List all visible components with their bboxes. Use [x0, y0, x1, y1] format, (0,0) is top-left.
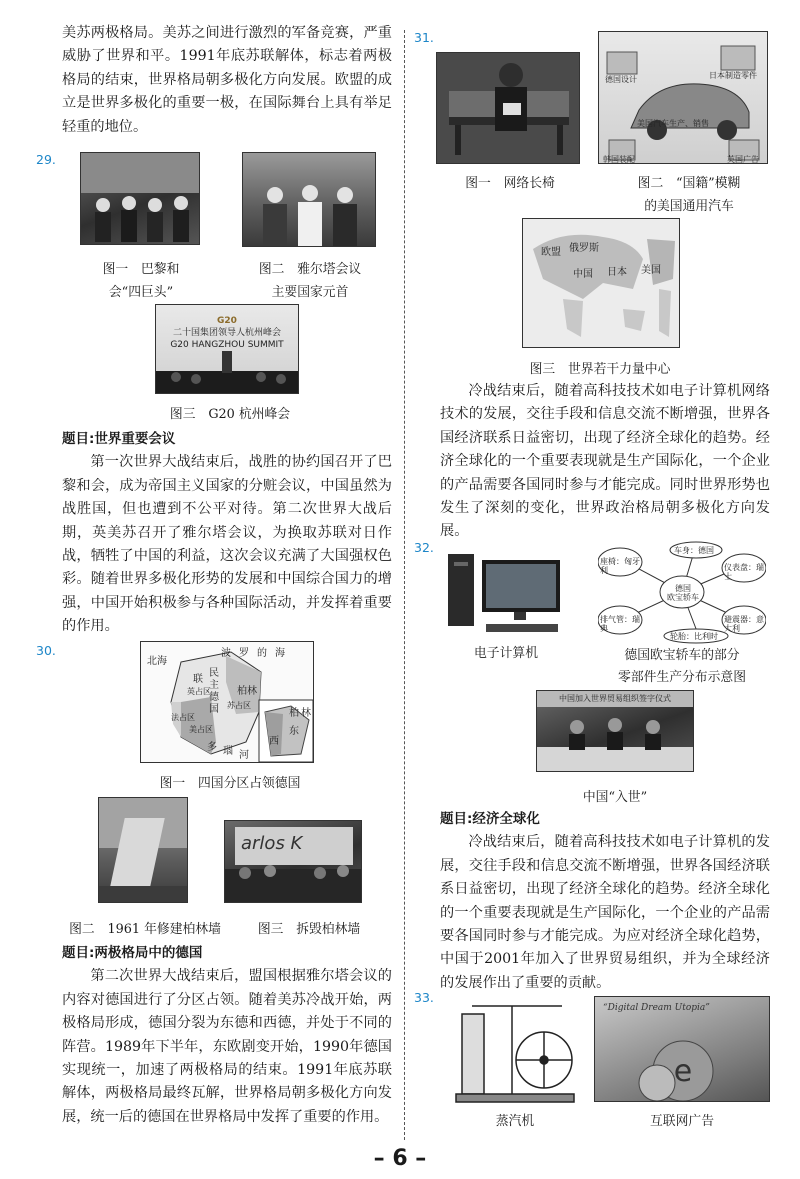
fig-g20-caption: 图三 G20 杭州峰会	[169, 407, 291, 422]
column-divider	[404, 30, 405, 1140]
fig-computer-caption: 电子计算机	[474, 646, 538, 661]
map-label-japan: 日本	[607, 267, 627, 278]
world-power-centers-map	[522, 218, 680, 348]
internet-bench-photo	[436, 52, 580, 164]
berlin-wall-demolition-photo	[224, 820, 362, 903]
paris-peace-conference-photo	[80, 152, 200, 245]
q32-text: 冷战结束后，随着高科技技术如电子计算机的发展，交往手段和信息交流不断增强，世界各国经济联系日益密切，出现了经济全球化的趋势。经济全球化的一个重要表现就是生产国际化，一个企业的产品需要各国同时参与才能完成。为应对经济全球化趋势，中国于2001年加入了世界贸易组织，并为全球经济的发展作出了重要的贡献。	[440, 834, 770, 991]
g20-logo: G20	[217, 316, 237, 326]
fig-yalta-caption-line1: 图二 雅尔塔会议	[258, 262, 362, 277]
fig-germany-map-caption: 图一 四国分区占领德国	[159, 776, 301, 791]
cartoon-label-germany-design: 德国设计	[605, 75, 637, 84]
q29-topic: 题目:世界重要会议	[62, 431, 176, 447]
map-label-eu: 欧盟	[541, 247, 561, 258]
q30-text: 第二次世界大战结束后，盟国根据雅尔塔会议的内容对德国进行了分区占领。随着美苏冷战开始，两极格局形成，德国分裂为东德和西德，并处于不同的阵营。1989年下半年，东欧剧变开始，1990年德国实现统一，加速了两极格局的结束。1991年底苏联解体，两极格局最终瓦解，世界格局朝多极化方向发展，统一后的德国在世界格局中发挥了重要的作用。	[62, 968, 392, 1125]
map-label-lian: 联	[193, 674, 203, 685]
q31-answer-block	[440, 380, 770, 544]
fig-berlin-wall-fall-caption: 图三 拆毁柏林墙	[257, 922, 361, 937]
map-label-french-zone: 法占区	[171, 713, 195, 722]
fig-opel-caption-line2: 零部件生产分布示意图	[618, 670, 746, 685]
fig-opel-caption-line1: 德国欧宝轿车的部分	[624, 648, 740, 663]
map-label-de: 的	[257, 648, 267, 659]
map-label-dong: 东	[289, 726, 299, 737]
q32-topic: 题目:经济全球化	[440, 811, 540, 827]
cartoon-label-korea-assembly: 韩国装配	[603, 155, 635, 164]
wto-banner: 中国加入世界贸易组织签字仪式	[537, 691, 693, 707]
gm-nationality-cartoon	[598, 31, 768, 164]
yalta-conference-photo	[242, 152, 376, 247]
cartoon-label-japan-parts: 日本制造零件	[709, 71, 757, 80]
map-label-british-zone: 英占区	[187, 687, 211, 696]
cartoon-label-uk-advertising: 英国广告	[727, 155, 759, 164]
left-column	[62, 22, 392, 139]
map-label-duo: 多	[207, 742, 217, 753]
diagram-node-body: 车身：德国	[674, 546, 714, 555]
fig-internet-ad-caption: 互联网广告	[650, 1114, 714, 1129]
map-label-usa: 美国	[641, 265, 661, 276]
diagram-node-seat: 座椅：匈牙利	[600, 557, 640, 575]
map-label-russia: 俄罗斯	[569, 243, 599, 254]
map-label-guo: 国	[209, 704, 219, 715]
cartoon-label-us-production: 美国汽车生产、销售	[637, 119, 709, 128]
fig-wto-caption: 中国“入世”	[582, 790, 648, 805]
g20-banner-chinese: 二十国集团领导人杭州峰会	[172, 328, 281, 338]
q29-text: 第一次世界大战结束后，战胜的协约国召开了巴黎和会，成为帝国主义国家的分赃会议，中国虽然为战胜国，但也遭到不公平对待。第二次世界大战后期，英美苏召开了雅尔塔会议，为换取苏联对日作战，牺牲了中国的利益，这次会议充满了大国强权色彩。随着世界多极化形势的发展和中国综合国力的增强，中国开始积极参与各种国际活动，并发挥着重要的作用。	[62, 454, 392, 635]
question-number-31: 31.	[414, 30, 434, 45]
q29-answer-block	[62, 426, 392, 639]
map-label-he: 河	[239, 750, 249, 761]
map-label-nao: 瑙	[223, 746, 233, 757]
map-label-min: 民	[209, 668, 219, 679]
fig-paris-caption-line1: 图一 巴黎和	[102, 262, 180, 277]
map-label-de2: 德	[209, 692, 219, 703]
g20-summit-photo	[155, 304, 299, 394]
diagram-node-exhaust: 排气管：瑞典	[600, 615, 640, 633]
map-label-xi: 西	[269, 736, 279, 747]
map-label-bai: 柏	[289, 708, 299, 719]
question-number-29: 29.	[36, 152, 56, 167]
map-label-soviet-zone: 苏占区	[227, 701, 251, 710]
diagram-center-opel: 德国 欧宝轿车	[667, 584, 699, 602]
fig-gm-caption-line2: 的美国通用汽车	[644, 199, 734, 214]
opel-parts-diagram	[598, 540, 766, 644]
fig-gm-caption-line1: 图二 “国籍”模糊	[637, 176, 741, 191]
q30-answer-block	[62, 940, 392, 1129]
diagram-node-tire: 轮胎：比利时	[670, 632, 718, 641]
g20-banner-english: G20 HANGZHOU SUMMIT	[170, 340, 284, 350]
page-number: – 6 –	[373, 1146, 427, 1171]
wall-graffiti-text: arlos K	[241, 833, 303, 854]
map-label-berlin: 柏林	[237, 686, 257, 697]
map-label-zhu: 主	[209, 680, 219, 691]
ad-tagline: “Digital Dream Utopia”	[603, 1003, 710, 1013]
q31-text: 冷战结束后，随着高科技技术如电子计算机网络技术的发展，交往手段和信息交流不断增强，世界各国经济联系日益密切，出现了经济全球化的趋势。经济全球化的一个重要表现就是生产国际化，一个企业的产品需要各国同时参与才能完成。同时世界形势也发生了深刻的变化，世界政治格局朝多极化方向发展。	[440, 383, 770, 540]
fig-yalta-caption-line2: 主要国家元首	[271, 285, 349, 300]
map-label-bo: 波	[221, 648, 231, 659]
steam-engine-illustration	[452, 994, 578, 1104]
fig-berlin-wall-build-caption: 图二 1961 年修建柏林墙	[69, 922, 221, 937]
map-label-hai: 海	[275, 648, 285, 659]
map-label-us-zone: 美占区	[189, 725, 213, 734]
berlin-wall-construction-photo	[98, 797, 188, 903]
map-label-china: 中国	[573, 269, 593, 280]
computer-photo	[446, 552, 566, 638]
map-label-luo: 罗	[239, 648, 249, 659]
question-number-33: 33.	[414, 990, 434, 1005]
china-wto-signing-photo	[536, 690, 694, 772]
internet-advertisement-image	[594, 996, 770, 1102]
fig-steam-engine-caption: 蒸汽机	[495, 1114, 535, 1129]
q30-topic: 题目:两极格局中的德国	[62, 945, 203, 961]
question-number-32: 32.	[414, 540, 434, 555]
intro-paragraph: 美苏两极格局。美苏之间进行激烈的军备竞赛，严重威胁了世界和平。1991年底苏联解体，标志着两极格局的结束，世界格局朝多极化方向发展。欧盟的成立是世界多极化的重要一极，在国际舞台上具有举足轻重的地位。	[62, 25, 392, 135]
fig-paris-caption-line2: 会“四巨头”	[108, 285, 174, 300]
fig-world-map-caption: 图三 世界若干力量中心	[529, 362, 671, 377]
diagram-node-dashboard: 仪表盘：瑞士	[724, 563, 764, 581]
q32-answer-block	[440, 806, 770, 995]
question-number-30: 30.	[36, 643, 56, 658]
map-label-north-sea: 北海	[147, 656, 167, 667]
diagram-node-shock: 避震器：意大利	[724, 615, 764, 633]
occupied-germany-map	[140, 641, 314, 763]
svg-text:e: e	[673, 1054, 693, 1089]
fig-bench-caption: 图一 网络长椅	[465, 176, 555, 191]
map-label-lin: 林	[301, 708, 311, 719]
